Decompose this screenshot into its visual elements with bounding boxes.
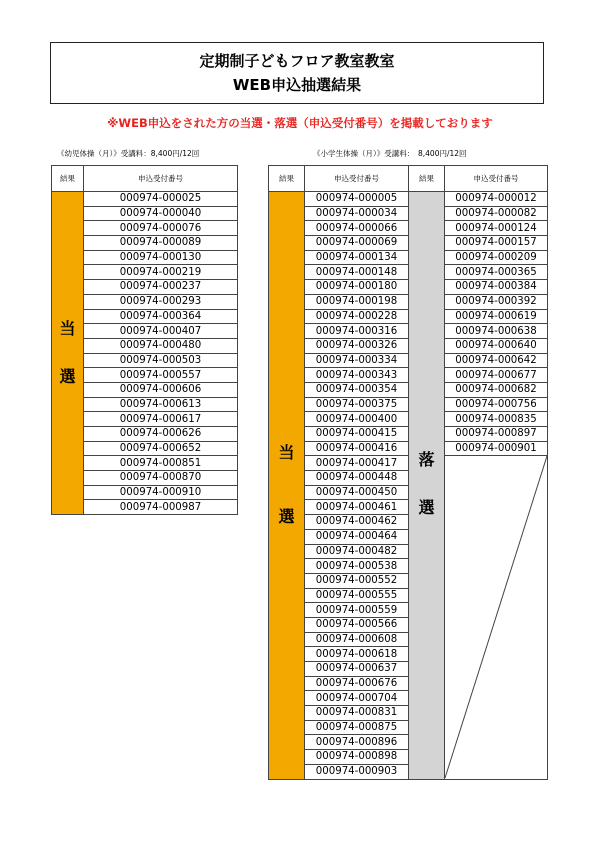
application-number: 000974-000682 bbox=[445, 382, 548, 397]
application-number: 000974-000613 bbox=[84, 397, 238, 412]
application-number: 000974-000219 bbox=[84, 265, 238, 280]
application-number: 000974-000831 bbox=[305, 706, 409, 721]
result-win-label-char-2: 選 bbox=[278, 507, 295, 527]
left-results-table bbox=[51, 165, 238, 515]
table-row bbox=[269, 412, 548, 427]
application-number: 000974-000124 bbox=[445, 221, 548, 236]
table-row bbox=[269, 192, 548, 207]
table-row bbox=[52, 192, 238, 207]
title-box bbox=[50, 42, 544, 104]
application-number: 000974-000343 bbox=[305, 368, 409, 383]
application-number: 000974-000704 bbox=[305, 691, 409, 706]
table-row bbox=[269, 221, 548, 236]
left-class-caption: 《幼児体操（月）》受講料：8,400円/12回 bbox=[57, 149, 200, 158]
application-number: 000974-000417 bbox=[305, 456, 409, 471]
application-number: 000974-000400 bbox=[305, 412, 409, 427]
table-row bbox=[269, 309, 548, 324]
right-results-table bbox=[268, 165, 548, 780]
application-number: 000974-000652 bbox=[84, 441, 238, 456]
application-number: 000974-000638 bbox=[445, 324, 548, 339]
header-result: 結果 bbox=[269, 166, 305, 192]
application-number: 000974-000910 bbox=[84, 485, 238, 500]
application-number: 000974-000462 bbox=[305, 515, 409, 530]
application-number: 000974-000898 bbox=[305, 750, 409, 765]
page-title: 定期制子どもフロア教室教室 bbox=[199, 52, 395, 70]
application-number: 000974-000198 bbox=[305, 294, 409, 309]
application-number: 000974-000326 bbox=[305, 338, 409, 353]
application-number: 000974-000642 bbox=[445, 353, 548, 368]
header-result: 結果 bbox=[52, 166, 84, 192]
application-number: 000974-000677 bbox=[445, 368, 548, 383]
table-row bbox=[269, 338, 548, 353]
table-row bbox=[269, 250, 548, 265]
header-number: 申込受付番号 bbox=[305, 166, 409, 192]
table-row bbox=[269, 236, 548, 251]
application-number: 000974-000134 bbox=[305, 250, 409, 265]
application-number: 000974-000334 bbox=[305, 353, 409, 368]
application-number: 000974-000619 bbox=[445, 309, 548, 324]
application-number: 000974-000082 bbox=[445, 206, 548, 221]
application-number: 000974-000480 bbox=[84, 338, 238, 353]
header-number: 申込受付番号 bbox=[84, 166, 238, 192]
result-win-label bbox=[52, 192, 84, 515]
header-result-2: 結果 bbox=[409, 166, 445, 192]
application-number: 000974-000897 bbox=[445, 427, 548, 442]
application-number: 000974-000069 bbox=[305, 236, 409, 251]
application-number: 000974-000025 bbox=[84, 192, 238, 207]
application-number: 000974-000228 bbox=[305, 309, 409, 324]
application-number: 000974-000559 bbox=[305, 603, 409, 618]
result-lose-label-char-1: 落 bbox=[418, 450, 435, 469]
application-number: 000974-000618 bbox=[305, 647, 409, 662]
application-number: 000974-000354 bbox=[305, 382, 409, 397]
result-lose-label-char-2: 選 bbox=[418, 498, 435, 517]
table-row bbox=[269, 368, 548, 383]
result-win-label-char-1: 当 bbox=[278, 443, 295, 463]
application-number: 000974-000901 bbox=[445, 441, 548, 456]
application-number: 000974-000756 bbox=[445, 397, 548, 412]
application-number: 000974-000538 bbox=[305, 559, 409, 574]
application-number: 000974-000089 bbox=[84, 236, 238, 251]
application-number: 000974-000557 bbox=[84, 368, 238, 383]
application-number: 000974-000464 bbox=[305, 529, 409, 544]
application-number: 000974-000407 bbox=[84, 324, 238, 339]
table-row bbox=[269, 294, 548, 309]
application-number: 000974-000896 bbox=[305, 735, 409, 750]
application-number: 000974-000392 bbox=[445, 294, 548, 309]
table-row bbox=[269, 353, 548, 368]
application-number: 000974-000384 bbox=[445, 280, 548, 295]
application-number: 000974-000555 bbox=[305, 588, 409, 603]
result-win-label-char-1: 当 bbox=[59, 319, 76, 339]
right-class-caption: 《小学生体操（月）》受講料： 8,400円/12回 bbox=[313, 149, 467, 158]
result-win-label bbox=[269, 192, 305, 780]
application-number: 000974-000606 bbox=[84, 382, 238, 397]
application-number: 000974-000066 bbox=[305, 221, 409, 236]
result-win-label-char-2: 選 bbox=[59, 367, 76, 387]
application-number: 000974-000293 bbox=[84, 294, 238, 309]
page-subtitle: WEB申込抽選結果 bbox=[232, 76, 362, 94]
table-row bbox=[269, 427, 548, 442]
application-number: 000974-000626 bbox=[84, 427, 238, 442]
notice-text: ※WEB申込をされた方の当選・落選（申込受付番号）を掲載しております bbox=[107, 116, 493, 130]
application-number: 000974-000987 bbox=[84, 500, 238, 515]
application-number: 000974-000415 bbox=[305, 427, 409, 442]
application-number: 000974-000637 bbox=[305, 662, 409, 677]
table-row bbox=[269, 206, 548, 221]
table-row bbox=[269, 456, 548, 471]
application-number: 000974-000835 bbox=[445, 412, 548, 427]
application-number: 000974-000448 bbox=[305, 471, 409, 486]
application-number: 000974-000870 bbox=[84, 471, 238, 486]
result-lose-label bbox=[409, 192, 445, 780]
application-number: 000974-000851 bbox=[84, 456, 238, 471]
table-row bbox=[269, 265, 548, 280]
application-number: 000974-000180 bbox=[305, 280, 409, 295]
application-number: 000974-000617 bbox=[84, 412, 238, 427]
application-number: 000974-000450 bbox=[305, 485, 409, 500]
table-row bbox=[269, 280, 548, 295]
application-number: 000974-000676 bbox=[305, 676, 409, 691]
application-number: 000974-000503 bbox=[84, 353, 238, 368]
application-number: 000974-000903 bbox=[305, 764, 409, 779]
table-row bbox=[269, 441, 548, 456]
header-number-2: 申込受付番号 bbox=[445, 166, 548, 192]
application-number: 000974-000608 bbox=[305, 632, 409, 647]
application-number: 000974-000416 bbox=[305, 441, 409, 456]
application-number: 000974-000566 bbox=[305, 617, 409, 632]
application-number: 000974-000364 bbox=[84, 309, 238, 324]
table-row bbox=[269, 382, 548, 397]
application-number: 000974-000130 bbox=[84, 250, 238, 265]
table-row bbox=[269, 324, 548, 339]
empty-cell bbox=[445, 456, 548, 779]
table-row bbox=[269, 397, 548, 412]
application-number: 000974-000375 bbox=[305, 397, 409, 412]
application-number: 000974-000157 bbox=[445, 236, 548, 251]
diagonal-strike bbox=[445, 456, 547, 778]
application-number: 000974-000365 bbox=[445, 265, 548, 280]
application-number: 000974-000552 bbox=[305, 573, 409, 588]
diagonal-line bbox=[445, 456, 547, 778]
application-number: 000974-000640 bbox=[445, 338, 548, 353]
application-number: 000974-000005 bbox=[305, 192, 409, 207]
application-number: 000974-000461 bbox=[305, 500, 409, 515]
application-number: 000974-000875 bbox=[305, 720, 409, 735]
application-number: 000974-000076 bbox=[84, 221, 238, 236]
application-number: 000974-000482 bbox=[305, 544, 409, 559]
application-number: 000974-000040 bbox=[84, 206, 238, 221]
application-number: 000974-000316 bbox=[305, 324, 409, 339]
application-number: 000974-000034 bbox=[305, 206, 409, 221]
application-number: 000974-000012 bbox=[445, 192, 548, 207]
application-number: 000974-000237 bbox=[84, 280, 238, 295]
application-number: 000974-000148 bbox=[305, 265, 409, 280]
application-number: 000974-000209 bbox=[445, 250, 548, 265]
